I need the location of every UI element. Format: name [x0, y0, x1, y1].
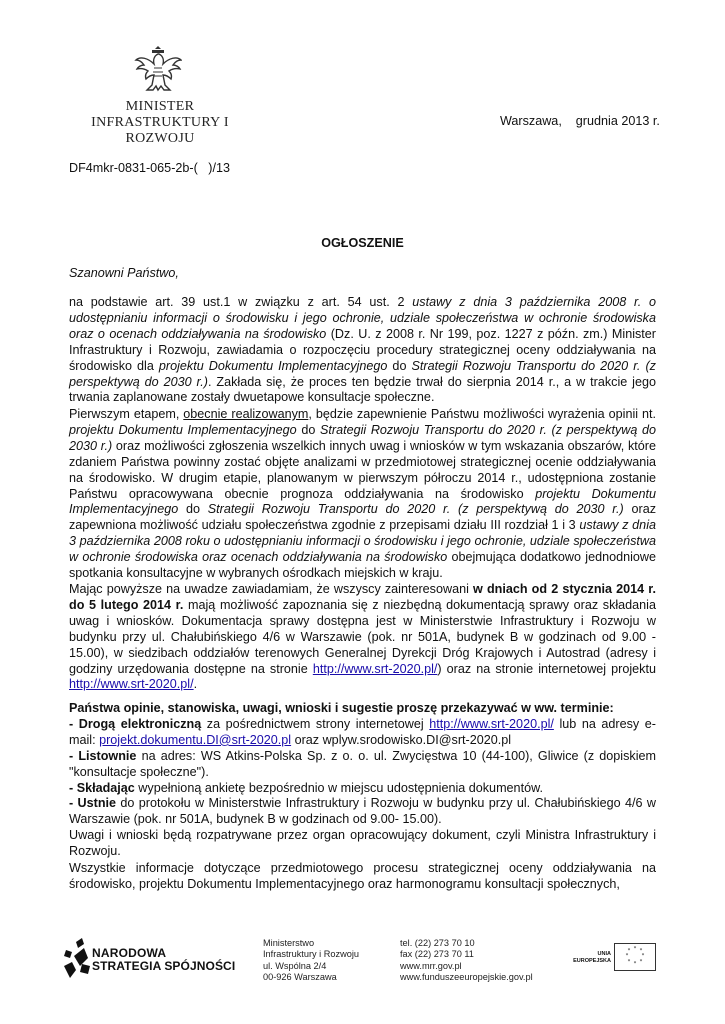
srt-project-link[interactable]: http://www.srt-2020.pl/ — [69, 677, 194, 692]
svg-text:*: * — [639, 959, 643, 965]
eu-label — [566, 951, 611, 965]
svg-text:*: * — [627, 948, 631, 954]
paragraph-4 — [69, 701, 656, 860]
footer-addr-line: Ministerstwo — [263, 938, 315, 948]
place-date: Warszawa, grudnia 2013 r. — [500, 114, 660, 128]
p3-text: ) oraz na stronie internetowej projektu — [437, 661, 656, 676]
ministry-line2: INFRASTRUKTURY I ROZWOJU — [91, 115, 229, 146]
svg-text:*: * — [641, 953, 645, 959]
svg-text:*: * — [633, 961, 637, 967]
ministry-header — [55, 99, 265, 147]
p1-text: . Zakłada się, że proces ten będzie trwał do sierpnia 2014 r., a w trakcie jego trwania zaplanowane zostały dwuetapowe konsultacje społeczne. — [69, 374, 656, 405]
p2-project-name: projektu Dokumentu Implementacyjnego — [69, 486, 656, 517]
footer-addr-line: 00-926 Warszawa — [263, 971, 337, 982]
p2-strategy-name: Strategii Rozwoju Transportu do 2020 r. (z perspektywą do 2030 r.) — [207, 502, 624, 517]
svg-text:*: * — [633, 946, 637, 952]
footer-addr-line: Infrastruktury i Rozwoju — [263, 949, 359, 960]
svg-text:*: * — [639, 948, 643, 954]
p1-text: (Dz. U. z 2008 r. Nr 199, poz. 1227 z późn. zm.) Minister Infrastruktury i Rozwoju, zawiadamia o rozpoczęciu procedury strategicznej oceny oddziaływania na środowisko dla — [69, 326, 656, 373]
electronic-label: - Drogą elektroniczną — [69, 716, 202, 731]
p4-text: wypełnioną ankietę bezpośrednio w miejscu udostępnienia dokumentów. — [134, 780, 543, 795]
p2-text: oraz możliwości zgłoszenia wszelkich innych uwag i wniosków w tym wskazania obszarów, które zdaniem Państwa powinny zostać objęte analizami w przedmiotowej strategicznej ocenie oddziaływania na środowisko. W drugim etapie, planowanym w pierwszym półroczu 2014 r., udostępniona zostanie Państwu opracowywana obecnie prognoza oddziaływania na środowisko — [69, 438, 656, 501]
reference-number: DF4mkr-0831-065-2b-( )/13 — [69, 161, 230, 175]
p4-heading: Państwa opinie, stanowiska, uwagi, wnioski i sugestie proszę przekazywać w ww. terminie: — [69, 701, 614, 715]
p3-text: Mając powyższe na uwadze zawiadamiam, że wszyscy zainteresowani — [69, 582, 474, 596]
p2-law-title: ustawy z dnia 3 października 2008 roku o udostępnianiu informacji o środowisku i jego ochronie, udziale społeczeństwa w ochronie środowiska oraz ocenach oddziaływania na środowisko — [69, 518, 656, 565]
p2-text: do — [296, 422, 320, 437]
p2-project-name: projektu Dokumentu Implementacyjnego — [69, 422, 297, 437]
p3-dates: w dniach od 2 stycznia 2014 r. do 5 lutego 2014 r. — [69, 582, 657, 612]
paragraph-3 — [69, 582, 656, 693]
eu-label-line1: UNIA — [597, 951, 611, 957]
p2-strategy-name: Strategii Rozwoju Transportu do 2020 r. (z perspektywą do 2030 r.) — [69, 422, 656, 453]
p4-text: lub na adresy e-mail: — [69, 716, 656, 747]
paragraph-5: Wszystkie informacje dotyczące przedmiotowego procesu strategicznej oceny oddziaływania na środowisko, projektu Dokumentu Implementacyjnego oraz harmonogramu konsultacji społecznych, — [69, 861, 656, 891]
p4-closing: Uwagi i wnioski będą rozpatrywane przez organ opracowujący dokument, czyli Ministra Infrastruktury i Rozwoju. — [69, 828, 656, 859]
ministry-line1: MINISTER — [125, 99, 195, 114]
nss-logo-line2: STRATEGIA SPÓJNOŚCI — [92, 959, 236, 973]
srt-electronic-link[interactable]: http://www.srt-2020.pl/ — [429, 716, 554, 731]
eu-label-line2: EUROPEJSKA — [573, 958, 611, 964]
svg-text:*: * — [627, 959, 631, 965]
footer-web2[interactable]: www.funduszeeuropejskie.gov.pl — [400, 971, 533, 982]
nss-logo-icon — [62, 936, 94, 980]
srt-link[interactable]: http://www.srt-2020.pl/ — [312, 661, 438, 676]
footer-tel: tel. (22) 273 70 10 — [400, 938, 475, 948]
postal-label: - Listownie — [69, 748, 137, 763]
footer-address — [263, 938, 359, 983]
oral-label: - Ustnie — [69, 796, 117, 811]
p1-law-title: ustawy z dnia 3 października 2008 r. o udostępnianiu informacji o środowisku i jego ochronie, udziale społeczeństwa w ochronie środowiska oraz o ocenach oddziaływania na środowisko — [69, 295, 656, 341]
svg-text:*: * — [625, 953, 629, 959]
p2-text: oraz zapewniona możliwość udziału społeczeństwa zgodnie z przepisami działu III rozdział 1 i 3 — [69, 502, 656, 533]
footer-web1[interactable]: www.mrr.gov.pl — [400, 960, 462, 971]
document-title: OGŁOSZENIE — [321, 236, 404, 250]
survey-label: - Składając — [69, 780, 135, 795]
p3-text: . — [193, 677, 198, 692]
nss-logo-line1: NARODOWA — [92, 946, 167, 960]
greeting: Szanowni Państwo, — [69, 266, 179, 280]
p1-text: na podstawie art. 39 ust.1 w związku z art. 54 ust. 2 — [69, 295, 413, 309]
p4-text: do protokołu w Ministerstwie Infrastruktury i Rozwoju w budynku przy ul. Chałubińskiego 4/6 w Warszawie (pok. nr 501A, budynek B w godzinach od 9.00- 15.00). — [69, 796, 656, 827]
p1-text: do — [387, 358, 412, 373]
paragraph-1 — [69, 295, 656, 406]
footer-contact — [400, 938, 533, 983]
p1-strategy-name: Strategii Rozwoju Transportu do 2020 r. (z perspektywą do 2030 r.) — [69, 358, 656, 389]
email-link[interactable]: projekt.dokumentu.DI@srt-2020.pl — [99, 732, 292, 747]
p1-project-name: projektu Dokumentu Implementacyjnego — [158, 358, 388, 373]
p2-text: obejmująca dodatkowo jednodniowe spotkania konsultacyjne w wybranych ośrodkach miejskich w kraju. — [69, 550, 656, 581]
white-eagle-emblem — [134, 42, 182, 98]
p2-text: , będzie zapewnienie Państwu możliwości wyrażenia opinii nt. — [308, 407, 657, 421]
footer-addr-line: ul. Wspólna 2/4 — [263, 960, 327, 971]
p2-text: do — [178, 502, 208, 517]
footer-fax: fax (22) 273 70 11 — [400, 949, 474, 960]
p4-text: oraz wplyw.srodowisko.DI@srt-2020.pl — [291, 732, 512, 747]
paragraph-2 — [69, 407, 656, 582]
p4-text: za pośrednictwem strony internetowej — [201, 716, 430, 731]
eu-flag-icon — [614, 943, 656, 971]
p3-text: mają możliwość zapoznania się z niezbędną dokumentacją sprawy oraz składania uwag i wniosków. Dokumentacja sprawy dostępna jest w Ministerstwie Infrastruktury i Rozwoju w budynku przy ul. Chałubińskiego 4/6 w Warszawie (pok. nr 501A, budynek B w godzinach od 9.00 - 15.00), w siedzibach oddziałów terenowych Generalnej Dyrekcji Dróg Krajowych i Autostrad (adresy i godziny urzędowania dostępne na stronie — [69, 597, 656, 676]
p2-underlined: obecnie realizowanym — [183, 407, 309, 421]
nss-logo — [62, 936, 242, 980]
p4-text: na adres: WS Atkins-Polska Sp. z o. o. ul. Zwycięstwa 10 (44-100), Gliwice (z dopiskiem "konsultacje społeczne"). — [69, 748, 656, 779]
p2-text: Pierwszym etapem, — [69, 407, 184, 421]
